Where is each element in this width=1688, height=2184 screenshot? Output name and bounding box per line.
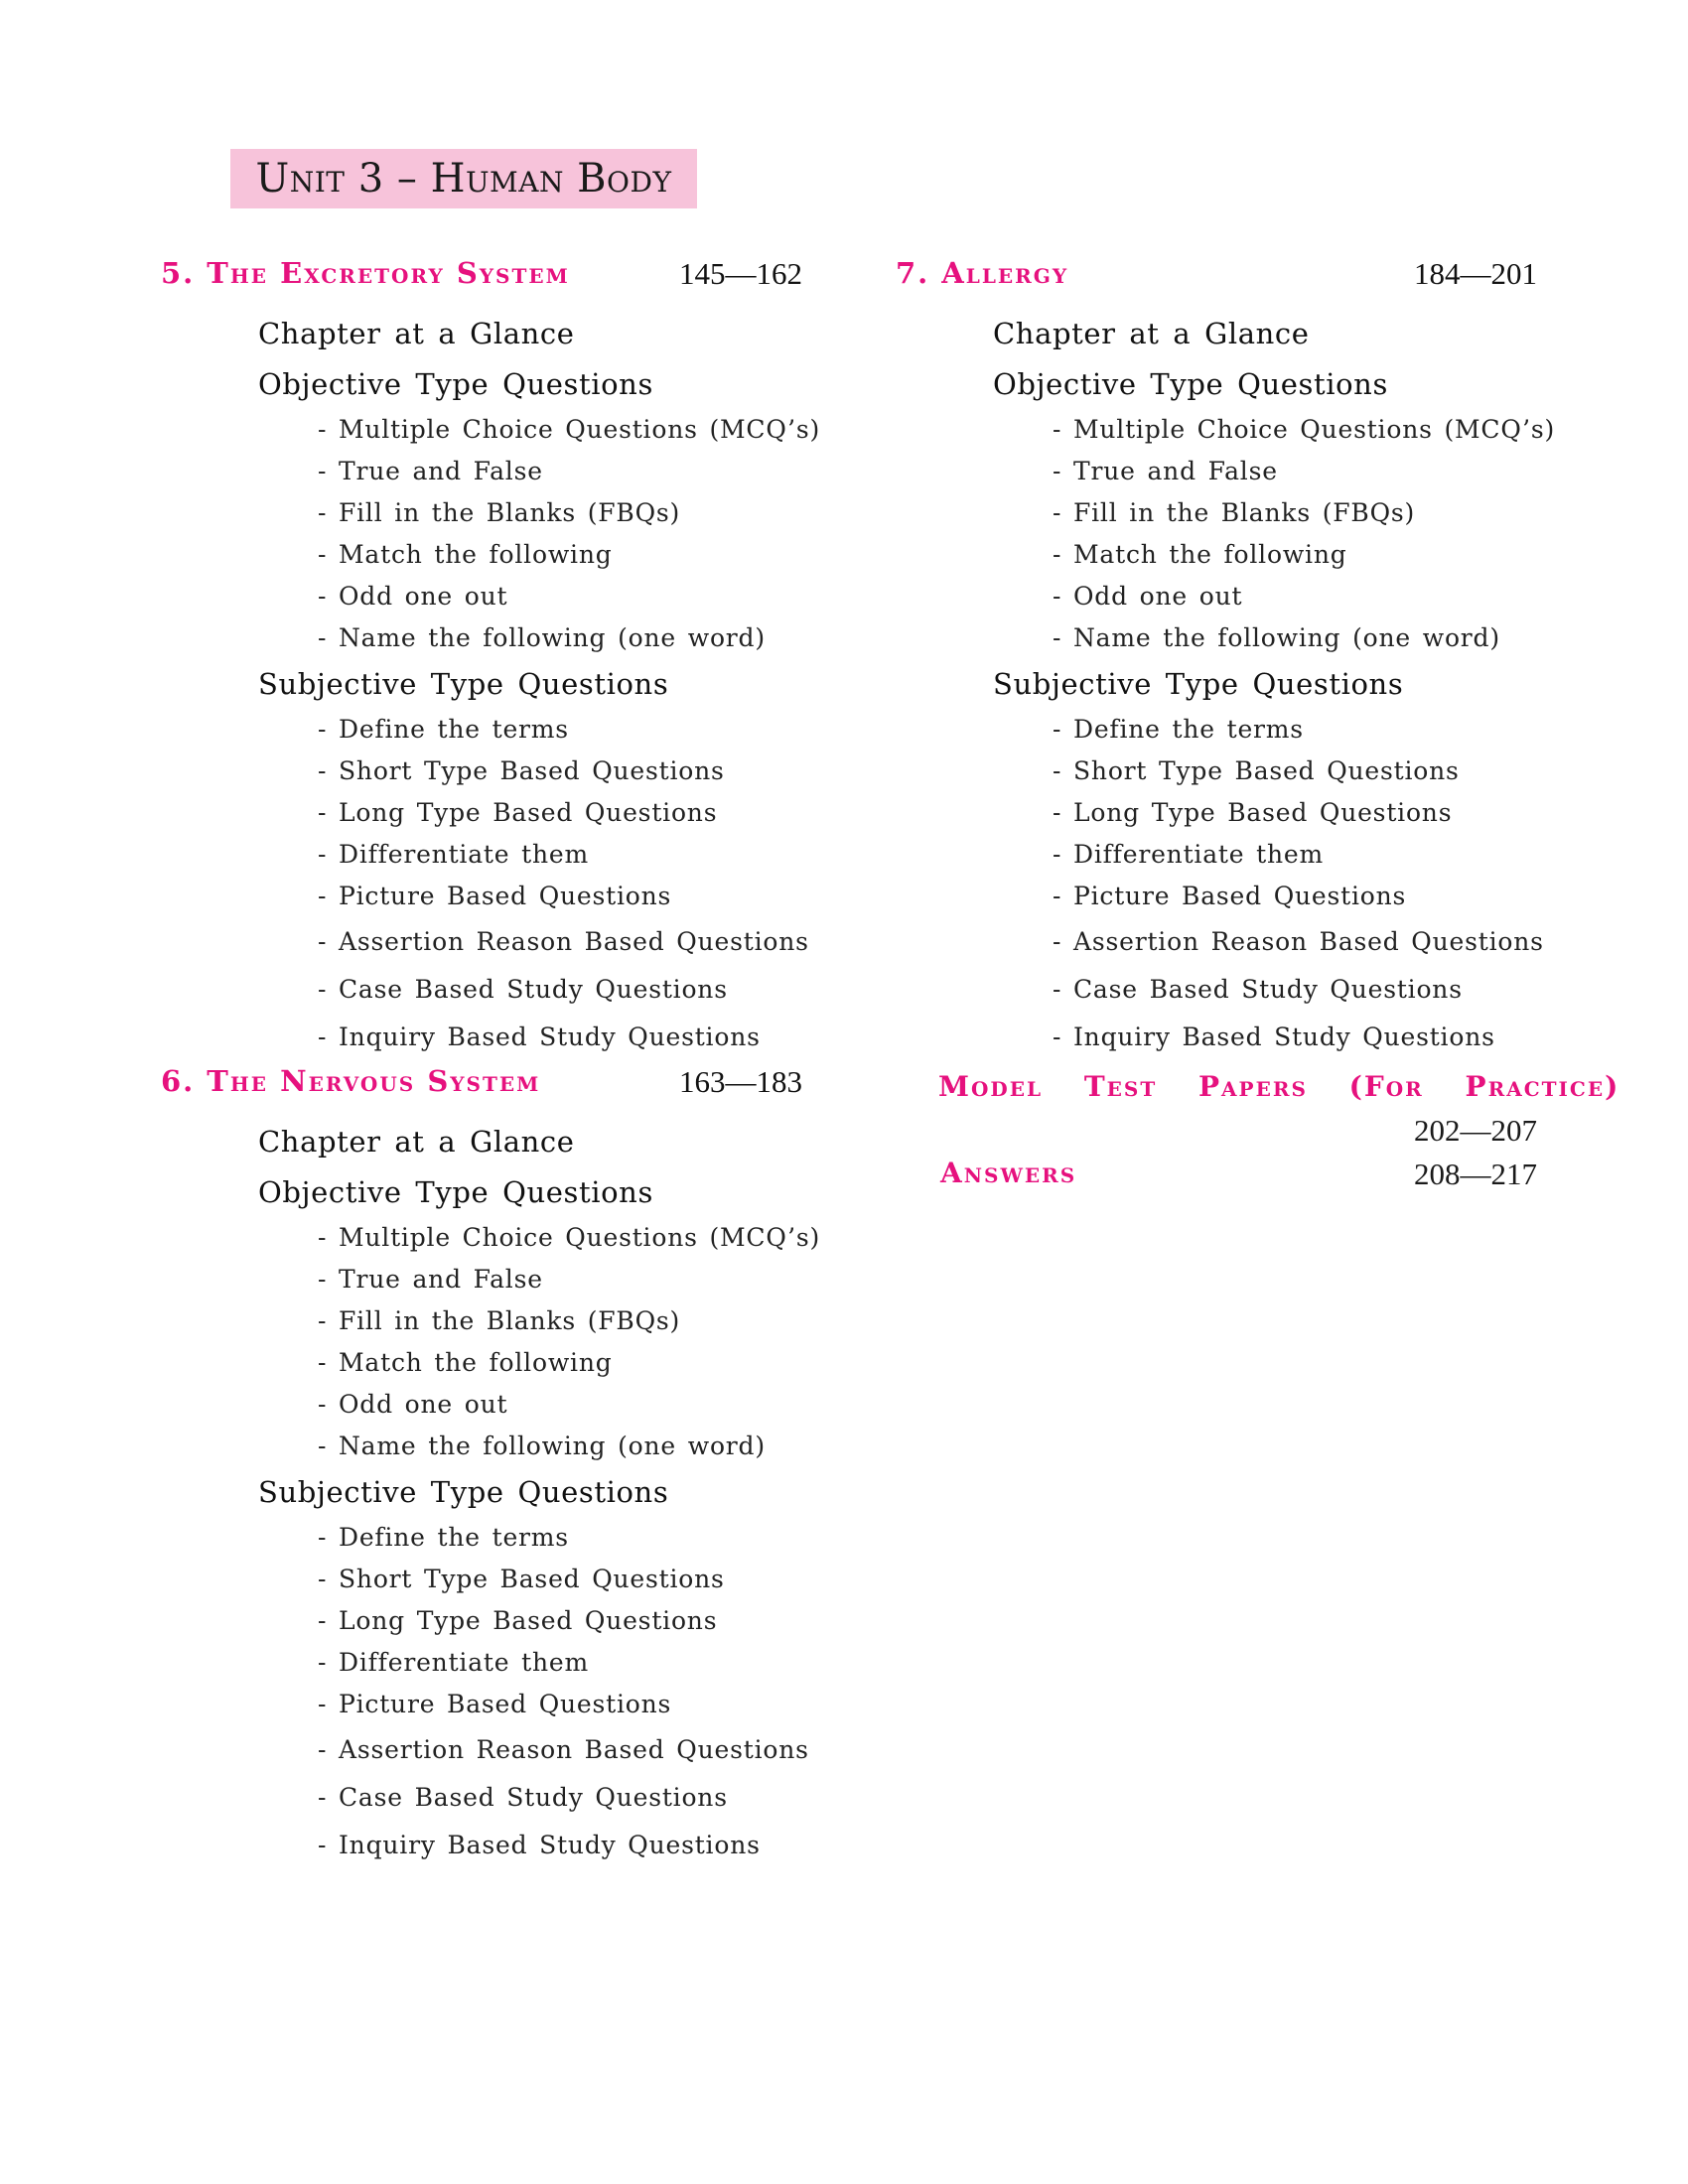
chapter-page-range: 184—201 — [1414, 256, 1537, 291]
list-item: - Picture Based Questions — [318, 1690, 672, 1718]
subjective-list — [318, 1517, 814, 1868]
chapter-name: The Excretory System — [207, 256, 570, 290]
chapter-heading[interactable] — [894, 256, 1549, 298]
answers-page-range: 208—217 — [1414, 1157, 1537, 1191]
list-item: - Match the following — [318, 1348, 613, 1377]
chapter-at-a-glance: Chapter at a Glance — [993, 317, 1310, 350]
chapter-number: 6. — [161, 1064, 196, 1098]
model-test-papers-title[interactable]: Model Test Papers (For Practice) — [938, 1070, 1620, 1103]
answers-entry[interactable] — [894, 1157, 1549, 1206]
list-item: - Multiple Choice Questions (MCQ’s) — [318, 1223, 821, 1252]
list-item: - Case Based Study Questions — [318, 1783, 728, 1812]
list-item: - Differentiate them — [318, 1648, 589, 1677]
subjective-heading: Subjective Type Questions — [993, 667, 1404, 701]
chapter-allergy — [894, 256, 1556, 1060]
subjective-heading: Subjective Type Questions — [258, 1475, 669, 1509]
list-item: - Assertion Reason Based Questions — [318, 1735, 809, 1764]
chapter-title[interactable] — [161, 256, 570, 290]
objective-list — [318, 409, 821, 659]
objective-heading: Objective Type Questions — [258, 1175, 653, 1209]
list-item: - Differentiate them — [1053, 840, 1324, 869]
list-item: - Long Type Based Questions — [1053, 798, 1453, 827]
list-item: - Inquiry Based Study Questions — [318, 1023, 761, 1051]
chapter-number: 7. — [896, 256, 930, 290]
objective-list — [1053, 409, 1556, 659]
objective-heading: Objective Type Questions — [993, 367, 1388, 401]
list-item: - Multiple Choice Questions (MCQ’s) — [1053, 415, 1556, 444]
list-item: - Fill in the Blanks (FBQs) — [1053, 498, 1416, 527]
chapter-at-a-glance: Chapter at a Glance — [258, 1125, 575, 1159]
list-item: - Match the following — [1053, 540, 1347, 569]
list-item: - Short Type Based Questions — [318, 756, 725, 785]
list-item: - Inquiry Based Study Questions — [1053, 1023, 1495, 1051]
list-item: - Inquiry Based Study Questions — [318, 1831, 761, 1859]
objective-heading: Objective Type Questions — [258, 367, 653, 401]
list-item: - Picture Based Questions — [318, 882, 672, 910]
list-item: - Assertion Reason Based Questions — [1053, 927, 1544, 956]
list-item: - Define the terms — [318, 715, 569, 744]
list-item: - Name the following (one word) — [318, 623, 766, 652]
list-item: - Fill in the Blanks (FBQs) — [318, 498, 681, 527]
chapter-page-range: 163—183 — [679, 1064, 802, 1099]
subjective-heading: Subjective Type Questions — [258, 667, 669, 701]
chapter-title[interactable] — [896, 256, 1068, 290]
toc-column-right — [894, 256, 1620, 1206]
list-item: - Assertion Reason Based Questions — [318, 927, 809, 956]
list-item: - Odd one out — [318, 1390, 508, 1419]
model-test-papers-page-range: 202—207 — [1414, 1113, 1537, 1148]
list-item: - Fill in the Blanks (FBQs) — [318, 1306, 681, 1335]
subjective-list — [1053, 709, 1549, 1060]
list-item: - Define the terms — [318, 1523, 569, 1552]
chapter-number: 5. — [161, 256, 196, 290]
objective-list — [318, 1217, 821, 1467]
list-item: - Case Based Study Questions — [1053, 975, 1463, 1004]
list-item: - Name the following (one word) — [318, 1432, 766, 1460]
list-item: - Long Type Based Questions — [318, 1606, 718, 1635]
chapter-page-range: 145—162 — [679, 256, 802, 291]
chapter-heading[interactable] — [159, 1064, 814, 1106]
list-item: - Odd one out — [1053, 582, 1243, 611]
list-item: - Multiple Choice Questions (MCQ’s) — [318, 415, 821, 444]
list-item: - Match the following — [318, 540, 613, 569]
list-item: - Case Based Study Questions — [318, 975, 728, 1004]
list-item: - Long Type Based Questions — [318, 798, 718, 827]
chapter-heading[interactable] — [159, 256, 814, 298]
list-item: - Odd one out — [318, 582, 508, 611]
model-test-papers-entry[interactable] — [894, 1070, 1620, 1149]
list-item: - Differentiate them — [318, 840, 589, 869]
unit-title: Unit 3 – Human Body — [230, 149, 697, 208]
chapter-title[interactable] — [161, 1064, 540, 1098]
list-item: - Short Type Based Questions — [1053, 756, 1460, 785]
chapter-excretory-system — [159, 256, 821, 1060]
list-item: - Name the following (one word) — [1053, 623, 1500, 652]
toc-column-left — [159, 256, 821, 1868]
list-item: - Short Type Based Questions — [318, 1565, 725, 1593]
list-item: - True and False — [318, 1265, 543, 1294]
chapter-at-a-glance: Chapter at a Glance — [258, 317, 575, 350]
list-item: - True and False — [1053, 457, 1278, 485]
list-item: - True and False — [318, 457, 543, 485]
answers-title[interactable]: Answers — [940, 1157, 1077, 1189]
subjective-list — [318, 709, 814, 1060]
list-item: - Define the terms — [1053, 715, 1304, 744]
list-item: - Picture Based Questions — [1053, 882, 1407, 910]
chapter-name: The Nervous System — [207, 1064, 541, 1098]
chapter-name: Allergy — [941, 256, 1069, 290]
chapter-nervous-system — [159, 1064, 821, 1868]
